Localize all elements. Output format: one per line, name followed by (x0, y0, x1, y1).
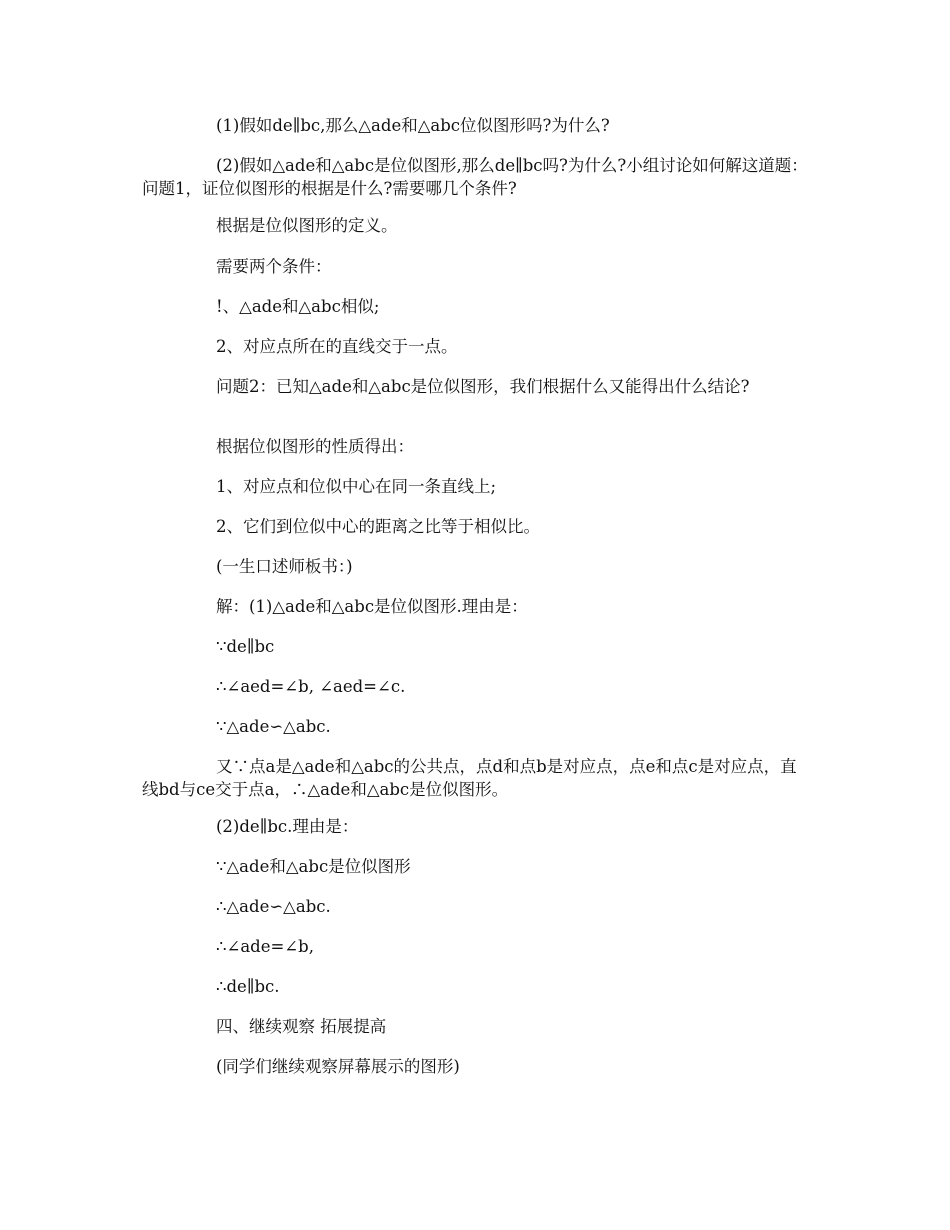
paragraph-step-similar: ∵△ade∽△abc. (216, 717, 331, 736)
paragraph-solution-1: 解：(1)△ade和△abc是位似图形.理由是： (216, 597, 528, 616)
paragraph-step2-parallel: ∴de∥bc. (216, 977, 280, 996)
paragraph-solution-2: (2)de∥bc.理由是： (216, 817, 359, 836)
paragraph-basis-definition: 根据是位似图形的定义。 (216, 216, 398, 235)
paragraph-step-parallel: ∵de∥bc (216, 637, 275, 656)
paragraph-step2-given: ∵△ade和△abc是位似图形 (216, 857, 411, 876)
paragraph-condition-1: !、△ade和△abc相似; (216, 297, 380, 316)
paragraph-step-angles: ∴∠aed=∠b, ∠aed=∠c. (216, 677, 406, 696)
paragraph-observe-figure: (同学们继续观察屏幕展示的图形) (216, 1057, 460, 1076)
paragraph-property-basis: 根据位似图形的性质得出： (216, 437, 414, 456)
paragraph-two-conditions: 需要两个条件： (216, 257, 332, 276)
paragraph-step2-angle: ∴∠ade=∠b, (216, 937, 314, 956)
paragraph-board-note: (一生口述师板书：) (216, 557, 353, 576)
paragraph-property-1: 1、对应点和位似中心在同一条直线上; (216, 477, 497, 496)
paragraph-q2-discussion: (2)假如△ade和△abc是位似图形,那么de∥bc吗?为什么?小组讨论如何解这道题：问题1，证位似图形的根据是什么?需要哪几个条件? (142, 156, 808, 198)
paragraph-question-2: 问题2：已知△ade和△abc是位似图形，我们根据什么又能得出什么结论? (216, 377, 750, 396)
paragraph-q1: (1)假如de∥bc,那么△ade和△abc位似图形吗?为什么? (216, 116, 610, 135)
paragraph-step-conclusion: 又∵点a是△ade和△abc的公共点，点d和点b是对应点，点e和点c是对应点，直线bd与ce交于点a，∴△ade和△abc是位似图形。 (142, 757, 797, 799)
section-heading-four: 四、继续观察 拓展提高 (216, 1017, 387, 1036)
paragraph-property-2: 2、它们到位似中心的距离之比等于相似比。 (216, 517, 540, 536)
paragraph-step2-similar: ∴△ade∽△abc. (216, 897, 331, 916)
paragraph-condition-2: 2、对应点所在的直线交于一点。 (216, 337, 458, 356)
